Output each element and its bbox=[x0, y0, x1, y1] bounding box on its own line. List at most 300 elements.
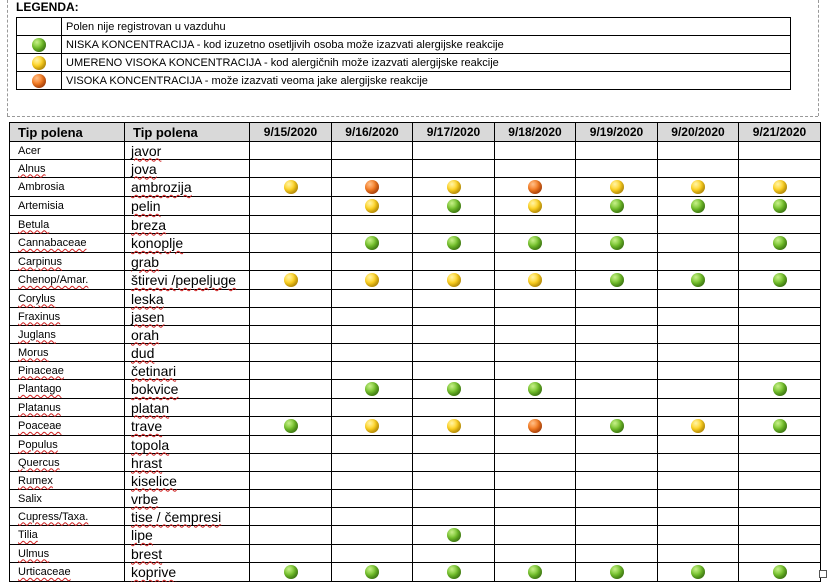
table-row bbox=[10, 380, 821, 399]
concentration-cell bbox=[739, 526, 821, 545]
table-row bbox=[10, 216, 821, 234]
high-concentration-dot-icon bbox=[365, 180, 379, 194]
latin-name-cell bbox=[10, 216, 125, 234]
concentration-cell bbox=[658, 362, 739, 380]
concentration-cell bbox=[739, 490, 821, 508]
local-name-cell bbox=[125, 234, 250, 253]
latin-name: Poaceae bbox=[18, 420, 62, 432]
low-concentration-dot-icon bbox=[447, 199, 461, 213]
concentration-cell bbox=[332, 490, 413, 508]
low-concentration-dot-icon bbox=[691, 273, 705, 287]
table-row bbox=[10, 197, 821, 216]
local-name-cell bbox=[125, 216, 250, 234]
local-name: vrbe bbox=[131, 490, 159, 507]
mid-concentration-dot-icon bbox=[528, 273, 542, 287]
mid-concentration-dot-icon bbox=[691, 419, 705, 433]
concentration-cell bbox=[576, 399, 658, 417]
legend-icon-cell bbox=[17, 54, 62, 72]
concentration-cell bbox=[250, 326, 332, 344]
mid-concentration-dot-icon bbox=[365, 419, 379, 433]
low-concentration-dot-icon bbox=[447, 236, 461, 250]
concentration-cell bbox=[495, 197, 576, 216]
local-name-cell bbox=[125, 326, 250, 344]
mid-concentration-dot-icon bbox=[284, 180, 298, 194]
concentration-cell bbox=[413, 326, 495, 344]
local-name: trave bbox=[131, 418, 163, 434]
mid-concentration-dot-icon bbox=[447, 419, 461, 433]
header-date: 9/20/2020 bbox=[658, 123, 739, 142]
frame-border-bottom bbox=[7, 116, 818, 117]
concentration-cell bbox=[332, 436, 413, 454]
local-name: dud bbox=[131, 344, 155, 361]
concentration-cell bbox=[658, 472, 739, 490]
table-row bbox=[10, 399, 821, 417]
mid-concentration-dot-icon bbox=[773, 180, 787, 194]
table-row bbox=[10, 308, 821, 326]
concentration-cell bbox=[576, 417, 658, 436]
concentration-cell bbox=[413, 454, 495, 472]
concentration-cell bbox=[576, 490, 658, 508]
latin-name-cell bbox=[10, 490, 125, 508]
concentration-cell bbox=[495, 290, 576, 308]
local-name: jasen bbox=[131, 308, 165, 325]
concentration-cell bbox=[739, 308, 821, 326]
concentration-cell bbox=[413, 160, 495, 178]
local-name: koprive bbox=[131, 564, 177, 580]
concentration-cell bbox=[576, 326, 658, 344]
low-concentration-dot-icon bbox=[365, 565, 379, 579]
concentration-cell bbox=[495, 216, 576, 234]
latin-name: Ambrosia bbox=[18, 181, 65, 193]
latin-name: Fraxinus bbox=[18, 310, 61, 323]
concentration-cell bbox=[413, 545, 495, 563]
low-concentration-dot-icon bbox=[773, 199, 787, 213]
local-name-cell bbox=[125, 399, 250, 417]
frame-border-left bbox=[7, 0, 8, 116]
latin-name-cell bbox=[10, 308, 125, 326]
concentration-cell bbox=[495, 253, 576, 271]
local-name: ambrozija bbox=[131, 179, 192, 195]
latin-name: Rumex bbox=[18, 474, 53, 487]
latin-name: Juglans bbox=[18, 328, 56, 341]
table-row bbox=[10, 234, 821, 253]
latin-name: Platanus bbox=[18, 401, 61, 414]
concentration-cell bbox=[332, 472, 413, 490]
concentration-cell bbox=[576, 344, 658, 362]
latin-name-cell bbox=[10, 142, 125, 160]
concentration-cell bbox=[739, 399, 821, 417]
table-row bbox=[10, 160, 821, 178]
latin-name-cell bbox=[10, 454, 125, 472]
concentration-cell bbox=[332, 197, 413, 216]
table-row bbox=[10, 508, 821, 526]
table-row bbox=[10, 454, 821, 472]
low-concentration-dot-icon bbox=[284, 419, 298, 433]
low-concentration-dot-icon bbox=[773, 382, 787, 396]
low-concentration-dot-icon bbox=[365, 382, 379, 396]
latin-name-cell bbox=[10, 326, 125, 344]
concentration-cell bbox=[413, 417, 495, 436]
concentration-cell bbox=[739, 290, 821, 308]
concentration-cell bbox=[495, 326, 576, 344]
local-name: bokvice bbox=[131, 381, 179, 397]
table-row bbox=[10, 344, 821, 362]
concentration-cell bbox=[658, 253, 739, 271]
concentration-cell bbox=[495, 142, 576, 160]
concentration-cell bbox=[332, 216, 413, 234]
concentration-cell bbox=[658, 160, 739, 178]
concentration-cell bbox=[495, 436, 576, 454]
table-row bbox=[10, 436, 821, 454]
table-row bbox=[10, 290, 821, 308]
pollen-table bbox=[9, 122, 821, 582]
table-row bbox=[10, 526, 821, 545]
local-name: kiselice bbox=[131, 472, 177, 489]
concentration-cell bbox=[332, 178, 413, 197]
low-concentration-dot-icon bbox=[32, 38, 46, 52]
concentration-cell bbox=[332, 234, 413, 253]
latin-name-cell bbox=[10, 472, 125, 490]
header-date: 9/17/2020 bbox=[413, 123, 495, 142]
legend-text: UMERENO VISOKA KONCENTRACIJA - kod alergičnih može izazvati alergijske reakcije bbox=[62, 54, 791, 72]
concentration-cell bbox=[250, 362, 332, 380]
concentration-cell bbox=[576, 436, 658, 454]
local-name-cell bbox=[125, 417, 250, 436]
concentration-cell bbox=[739, 344, 821, 362]
local-name: pelin bbox=[131, 198, 161, 214]
table-row bbox=[10, 178, 821, 197]
concentration-cell bbox=[413, 234, 495, 253]
concentration-cell bbox=[658, 454, 739, 472]
local-name-cell bbox=[125, 253, 250, 271]
latin-name: Alnus bbox=[18, 162, 46, 175]
concentration-cell bbox=[495, 344, 576, 362]
latin-name-cell bbox=[10, 399, 125, 417]
concentration-cell bbox=[413, 290, 495, 308]
concentration-cell bbox=[332, 380, 413, 399]
concentration-cell bbox=[413, 344, 495, 362]
concentration-cell bbox=[495, 526, 576, 545]
concentration-cell bbox=[495, 362, 576, 380]
low-concentration-dot-icon bbox=[610, 419, 624, 433]
latin-name: Ulmus bbox=[18, 547, 50, 560]
high-concentration-dot-icon bbox=[528, 180, 542, 194]
local-name-cell bbox=[125, 472, 250, 490]
resize-handle[interactable] bbox=[819, 570, 827, 578]
legend-row bbox=[17, 54, 791, 72]
legend-text: VISOKA KONCENTRACIJA - može izazvati veoma jake alergijske reakcije bbox=[62, 72, 791, 90]
latin-name: Betula bbox=[18, 218, 50, 231]
concentration-cell bbox=[576, 362, 658, 380]
local-name-cell bbox=[125, 160, 250, 178]
low-concentration-dot-icon bbox=[528, 382, 542, 396]
concentration-cell bbox=[250, 490, 332, 508]
concentration-cell bbox=[576, 290, 658, 308]
concentration-cell bbox=[250, 308, 332, 326]
latin-name-cell bbox=[10, 160, 125, 178]
low-concentration-dot-icon bbox=[528, 236, 542, 250]
header-date: 9/16/2020 bbox=[332, 123, 413, 142]
local-name-cell bbox=[125, 454, 250, 472]
low-concentration-dot-icon bbox=[773, 273, 787, 287]
table-row bbox=[10, 417, 821, 436]
concentration-cell bbox=[250, 290, 332, 308]
concentration-cell bbox=[658, 490, 739, 508]
concentration-cell bbox=[332, 308, 413, 326]
concentration-cell bbox=[413, 472, 495, 490]
concentration-cell bbox=[250, 436, 332, 454]
local-name: štirevi /pepeljuge bbox=[131, 272, 237, 288]
latin-name-cell bbox=[10, 178, 125, 197]
latin-name-cell bbox=[10, 545, 125, 563]
concentration-cell bbox=[332, 545, 413, 563]
local-name: četinari bbox=[131, 362, 177, 379]
concentration-cell bbox=[658, 197, 739, 216]
local-name-cell bbox=[125, 290, 250, 308]
concentration-cell bbox=[332, 508, 413, 526]
low-concentration-dot-icon bbox=[447, 528, 461, 542]
local-name-cell bbox=[125, 271, 250, 290]
legend-icon-cell bbox=[17, 72, 62, 90]
latin-name-cell bbox=[10, 234, 125, 253]
concentration-cell bbox=[576, 308, 658, 326]
concentration-cell bbox=[576, 160, 658, 178]
concentration-cell bbox=[658, 436, 739, 454]
local-name: breza bbox=[131, 216, 167, 233]
concentration-cell bbox=[658, 308, 739, 326]
concentration-cell bbox=[495, 271, 576, 290]
table-row bbox=[10, 545, 821, 563]
latin-name: Pinaceae bbox=[18, 364, 64, 377]
concentration-cell bbox=[739, 160, 821, 178]
legend-title: LEGENDA: bbox=[16, 0, 79, 14]
high-concentration-dot-icon bbox=[32, 74, 46, 88]
concentration-cell bbox=[495, 508, 576, 526]
concentration-cell bbox=[495, 308, 576, 326]
concentration-cell bbox=[250, 344, 332, 362]
concentration-cell bbox=[250, 160, 332, 178]
concentration-cell bbox=[413, 362, 495, 380]
mid-concentration-dot-icon bbox=[32, 56, 46, 70]
latin-name-cell bbox=[10, 417, 125, 436]
concentration-cell bbox=[739, 436, 821, 454]
concentration-cell bbox=[413, 508, 495, 526]
concentration-cell bbox=[413, 526, 495, 545]
low-concentration-dot-icon bbox=[528, 565, 542, 579]
concentration-cell bbox=[658, 216, 739, 234]
local-name-cell bbox=[125, 380, 250, 399]
concentration-cell bbox=[658, 380, 739, 399]
concentration-cell bbox=[495, 490, 576, 508]
latin-name-cell bbox=[10, 253, 125, 271]
concentration-cell bbox=[658, 526, 739, 545]
mid-concentration-dot-icon bbox=[528, 199, 542, 213]
local-name-cell bbox=[125, 344, 250, 362]
concentration-cell bbox=[658, 234, 739, 253]
low-concentration-dot-icon bbox=[610, 236, 624, 250]
concentration-cell bbox=[658, 545, 739, 563]
concentration-cell bbox=[576, 380, 658, 399]
concentration-cell bbox=[739, 380, 821, 399]
latin-name-cell bbox=[10, 436, 125, 454]
latin-name-cell bbox=[10, 526, 125, 545]
concentration-cell bbox=[413, 308, 495, 326]
latin-name: Urticaceae bbox=[18, 566, 71, 578]
local-name-cell bbox=[125, 142, 250, 160]
concentration-cell bbox=[250, 545, 332, 563]
concentration-cell bbox=[658, 271, 739, 290]
concentration-cell bbox=[739, 362, 821, 380]
concentration-cell bbox=[495, 234, 576, 253]
local-name-cell bbox=[125, 178, 250, 197]
local-name: brest bbox=[131, 545, 163, 562]
local-name: jova bbox=[131, 160, 157, 177]
concentration-cell bbox=[658, 290, 739, 308]
legend-icon-cell bbox=[17, 18, 62, 36]
concentration-cell bbox=[576, 526, 658, 545]
mid-concentration-dot-icon bbox=[691, 180, 705, 194]
concentration-cell bbox=[658, 326, 739, 344]
concentration-cell bbox=[739, 472, 821, 490]
latin-name: Carpinus bbox=[18, 255, 63, 268]
concentration-cell bbox=[576, 472, 658, 490]
concentration-cell bbox=[413, 142, 495, 160]
concentration-cell bbox=[739, 197, 821, 216]
mid-concentration-dot-icon bbox=[365, 199, 379, 213]
concentration-cell bbox=[495, 380, 576, 399]
concentration-cell bbox=[576, 216, 658, 234]
local-name: grab bbox=[131, 253, 160, 270]
concentration-cell bbox=[332, 160, 413, 178]
mid-concentration-dot-icon bbox=[284, 273, 298, 287]
local-name: hrast bbox=[131, 454, 163, 471]
latin-name-cell bbox=[10, 271, 125, 290]
latin-name-cell bbox=[10, 508, 125, 526]
concentration-cell bbox=[332, 454, 413, 472]
concentration-cell bbox=[413, 253, 495, 271]
header-date: 9/18/2020 bbox=[495, 123, 576, 142]
concentration-cell bbox=[739, 454, 821, 472]
legend-row bbox=[17, 36, 791, 54]
local-name: konoplje bbox=[131, 235, 184, 251]
local-name-cell bbox=[125, 308, 250, 326]
latin-name: Salix bbox=[18, 492, 42, 505]
mid-concentration-dot-icon bbox=[610, 180, 624, 194]
header-date: 9/21/2020 bbox=[739, 123, 821, 142]
latin-name-cell bbox=[10, 290, 125, 308]
frame-border-right bbox=[818, 0, 819, 116]
low-concentration-dot-icon bbox=[284, 565, 298, 579]
concentration-cell bbox=[576, 178, 658, 197]
concentration-cell bbox=[739, 508, 821, 526]
concentration-cell bbox=[576, 197, 658, 216]
concentration-cell bbox=[332, 290, 413, 308]
latin-name: Acer bbox=[18, 144, 41, 157]
concentration-cell bbox=[250, 142, 332, 160]
concentration-cell bbox=[658, 417, 739, 436]
concentration-cell bbox=[250, 526, 332, 545]
latin-name: Cupress/Taxa. bbox=[18, 510, 89, 523]
low-concentration-dot-icon bbox=[773, 565, 787, 579]
concentration-cell bbox=[413, 197, 495, 216]
legend-text: Polen nije registrovan u vazduhu bbox=[62, 18, 791, 36]
concentration-cell bbox=[658, 142, 739, 160]
legend-row bbox=[17, 18, 791, 36]
table-row bbox=[10, 472, 821, 490]
concentration-cell bbox=[576, 545, 658, 563]
local-name-cell bbox=[125, 490, 250, 508]
local-name: javor bbox=[131, 142, 162, 159]
mid-concentration-dot-icon bbox=[447, 180, 461, 194]
concentration-cell bbox=[250, 508, 332, 526]
low-concentration-dot-icon bbox=[691, 565, 705, 579]
table-row bbox=[10, 490, 821, 508]
concentration-cell bbox=[332, 526, 413, 545]
local-name: tise / čempresi bbox=[131, 508, 222, 525]
concentration-cell bbox=[739, 234, 821, 253]
low-concentration-dot-icon bbox=[773, 236, 787, 250]
concentration-cell bbox=[332, 344, 413, 362]
header-date: 9/15/2020 bbox=[250, 123, 332, 142]
table-header-row bbox=[10, 123, 821, 142]
latin-name: Plantago bbox=[18, 383, 62, 395]
mid-concentration-dot-icon bbox=[447, 273, 461, 287]
low-concentration-dot-icon bbox=[447, 382, 461, 396]
concentration-cell bbox=[739, 545, 821, 563]
latin-name: Quercus bbox=[18, 456, 60, 469]
concentration-cell bbox=[739, 271, 821, 290]
low-concentration-dot-icon bbox=[773, 419, 787, 433]
legend-table bbox=[16, 17, 791, 90]
concentration-cell bbox=[576, 271, 658, 290]
concentration-cell bbox=[250, 253, 332, 271]
concentration-cell bbox=[739, 417, 821, 436]
concentration-cell bbox=[332, 271, 413, 290]
concentration-cell bbox=[413, 436, 495, 454]
concentration-cell bbox=[413, 178, 495, 197]
latin-name: Artemisia bbox=[18, 200, 64, 212]
concentration-cell bbox=[332, 417, 413, 436]
concentration-cell bbox=[250, 380, 332, 399]
header-date: 9/19/2020 bbox=[576, 123, 658, 142]
concentration-cell bbox=[413, 380, 495, 399]
local-name-cell bbox=[125, 545, 250, 563]
local-name: lipe bbox=[131, 527, 153, 543]
concentration-cell bbox=[332, 142, 413, 160]
concentration-cell bbox=[332, 362, 413, 380]
concentration-cell bbox=[250, 216, 332, 234]
concentration-cell bbox=[413, 271, 495, 290]
legend-row bbox=[17, 72, 791, 90]
latin-name-cell bbox=[10, 197, 125, 216]
latin-name: Chenop/Amar. bbox=[18, 274, 89, 286]
low-concentration-dot-icon bbox=[691, 199, 705, 213]
header-latin-name: Tip polena bbox=[10, 123, 125, 142]
local-name: orah bbox=[131, 326, 160, 343]
concentration-cell bbox=[495, 160, 576, 178]
concentration-cell bbox=[576, 508, 658, 526]
local-name-cell bbox=[125, 362, 250, 380]
latin-name: Cannabaceae bbox=[18, 237, 87, 249]
high-concentration-dot-icon bbox=[528, 419, 542, 433]
concentration-cell bbox=[332, 326, 413, 344]
concentration-cell bbox=[495, 472, 576, 490]
table-row bbox=[10, 362, 821, 380]
concentration-cell bbox=[250, 178, 332, 197]
table-row bbox=[10, 253, 821, 271]
latin-name-cell bbox=[10, 362, 125, 380]
mid-concentration-dot-icon bbox=[365, 273, 379, 287]
